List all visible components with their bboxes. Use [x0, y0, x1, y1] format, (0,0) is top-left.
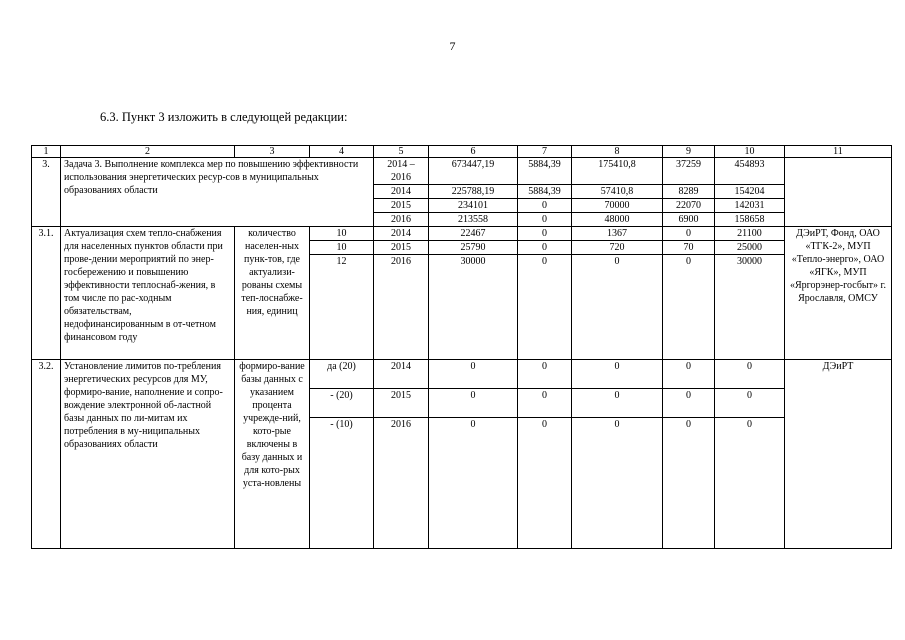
year-cell: 2015	[374, 241, 429, 255]
value-cell: 158658	[715, 213, 785, 227]
value-cell: 30000	[715, 255, 785, 360]
value-cell: 720	[572, 241, 663, 255]
value-cell: 57410,8	[572, 185, 663, 199]
value-cell: 0	[429, 418, 518, 549]
value-cell: 454893	[715, 158, 785, 185]
value-cell: 1367	[572, 227, 663, 241]
value-cell: 0	[715, 418, 785, 549]
value-cell: 25000	[715, 241, 785, 255]
target-value: - (10)	[310, 418, 374, 549]
header-cell: 10	[715, 146, 785, 158]
target-value: 12	[310, 255, 374, 360]
executor-cell: ДЭиРТ, Фонд, ОАО «ТГК-2», МУП «Тепло-энерго», ОАО «ЯГК», МУП «Яргорэнер-госбыт» г. Ярославля, ОМСУ	[785, 227, 892, 360]
value-cell: 0	[663, 389, 715, 418]
header-cell: 8	[572, 146, 663, 158]
value-cell: 25790	[429, 241, 518, 255]
value-cell: 22070	[663, 199, 715, 213]
value-cell: 213558	[429, 213, 518, 227]
value-cell: 0	[429, 389, 518, 418]
value-cell: 5884,39	[518, 158, 572, 185]
header-cell: 5	[374, 146, 429, 158]
value-cell: 0	[572, 360, 663, 389]
target-value: да (20)	[310, 360, 374, 389]
target-value: - (20)	[310, 389, 374, 418]
intro-text: 6.3. Пункт 3 изложить в следующей редакции:	[100, 110, 348, 124]
page-number: 7	[449, 39, 456, 53]
header-cell: 7	[518, 146, 572, 158]
value-cell: 0	[518, 360, 572, 389]
value-cell: 0	[518, 213, 572, 227]
task-description: Задача 3. Выполнение комплекса мер по повышению эффективности использования энергетических ресур-сов в муниципальных образованиях области	[61, 158, 374, 227]
value-cell: 673447,19	[429, 158, 518, 185]
indicator-cell: формиро-вание базы данных с указанием процента учрежде-ний, кото-рые включены в базу данных и для кото-рых уста-новлены	[235, 360, 310, 549]
row-number: 3.1.	[32, 227, 61, 360]
value-cell: 5884,39	[518, 185, 572, 199]
year-cell: 2015	[374, 199, 429, 213]
value-cell: 0	[572, 255, 663, 360]
value-cell: 0	[518, 255, 572, 360]
year-cell: 2016	[374, 213, 429, 227]
header-cell: 1	[32, 146, 61, 158]
value-cell: 234101	[429, 199, 518, 213]
value-cell: 0	[518, 241, 572, 255]
task-description: Актуализация схем тепло-снабжения для населенных пунктов области при прове-дении мероприятий по энер-госбережению и повышению эффективности теплоснаб-жения, в том числе по рас-ходным обязательствам, недофинансированным в от-четном финансовом году	[61, 227, 235, 360]
value-cell: 0	[663, 360, 715, 389]
value-cell: 21100	[715, 227, 785, 241]
value-cell: 0	[715, 360, 785, 389]
value-cell: 8289	[663, 185, 715, 199]
value-cell: 70000	[572, 199, 663, 213]
target-value: 10	[310, 227, 374, 241]
header-cell: 3	[235, 146, 310, 158]
value-cell: 142031	[715, 199, 785, 213]
year-cell: 2014 – 2016	[374, 158, 429, 185]
value-cell: 0	[518, 418, 572, 549]
year-cell: 2014	[374, 185, 429, 199]
value-cell: 0	[663, 255, 715, 360]
header-cell: 2	[61, 146, 235, 158]
executor-cell: ДЭиРТ	[785, 360, 892, 549]
value-cell: 48000	[572, 213, 663, 227]
value-cell: 0	[429, 360, 518, 389]
value-cell: 22467	[429, 227, 518, 241]
value-cell: 70	[663, 241, 715, 255]
header-cell: 4	[310, 146, 374, 158]
header-cell: 11	[785, 146, 892, 158]
value-cell: 0	[518, 199, 572, 213]
value-cell: 175410,8	[572, 158, 663, 185]
year-cell: 2014	[374, 227, 429, 241]
year-cell: 2016	[374, 255, 429, 360]
value-cell: 0	[572, 389, 663, 418]
header-cell: 6	[429, 146, 518, 158]
value-cell: 0	[663, 418, 715, 549]
value-cell: 6900	[663, 213, 715, 227]
value-cell: 0	[572, 418, 663, 549]
row-number: 3.	[32, 158, 61, 227]
value-cell: 37259	[663, 158, 715, 185]
target-value: 10	[310, 241, 374, 255]
value-cell: 154204	[715, 185, 785, 199]
indicator-cell: количество населен-ных пунк-тов, где актуализи-рованы схемы теп-лоснабже-ния, единиц	[235, 227, 310, 360]
task-description: Установление лимитов по-требления энергетических ресурсов для МУ, формиро-вание, наполнение и сопро-вождение электронной об-ластной базы данных по ли-митам их потребления в му-ниципальных образованиях области	[61, 360, 235, 549]
value-cell: 0	[518, 389, 572, 418]
value-cell: 0	[663, 227, 715, 241]
year-cell: 2014	[374, 360, 429, 389]
table-row	[32, 158, 892, 185]
table-row	[32, 360, 892, 389]
row-number: 3.2.	[32, 360, 61, 549]
value-cell: 0	[715, 389, 785, 418]
header-cell: 9	[663, 146, 715, 158]
value-cell: 0	[518, 227, 572, 241]
year-cell: 2015	[374, 389, 429, 418]
executor-cell	[785, 158, 892, 227]
header-row	[32, 146, 892, 158]
program-table	[31, 145, 892, 549]
table-row	[32, 227, 892, 241]
value-cell: 225788,19	[429, 185, 518, 199]
value-cell: 30000	[429, 255, 518, 360]
year-cell: 2016	[374, 418, 429, 549]
